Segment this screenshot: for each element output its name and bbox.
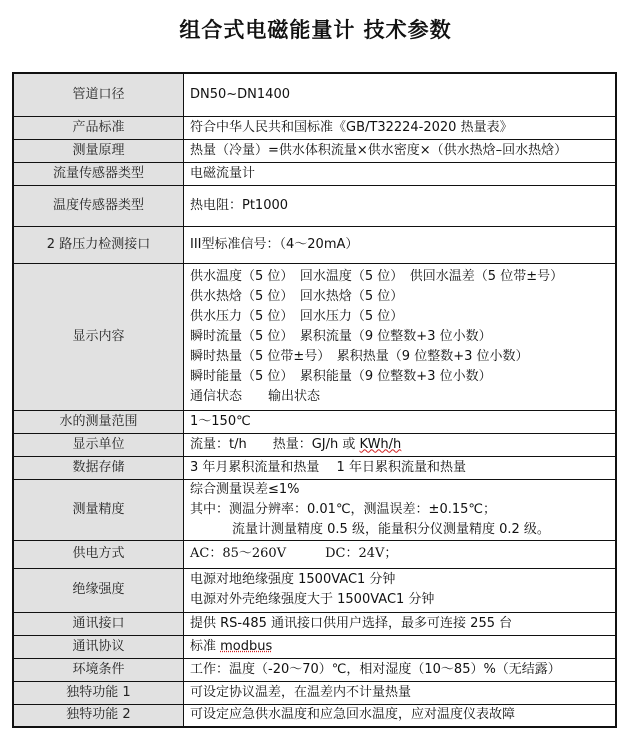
value-line: 流量计测量精度 0.5 级，能量积分仪测量精度 0.2 级。 (232, 521, 550, 537)
table-row (13, 433, 616, 456)
table-row (13, 226, 616, 263)
value-line: 符合中华人民共和国标准《GB/T32224-2020 热量表》 (190, 119, 513, 135)
table-row (13, 116, 616, 139)
table-row (13, 162, 616, 185)
row-label: 管道口径 (13, 73, 184, 116)
row-label: 水的测量范围 (13, 410, 184, 433)
row-label: 产品标准 (13, 116, 184, 139)
row-value (184, 540, 617, 568)
value-line: 供水温度（5 位） 回水温度（5 位） 供回水温差（5 位带±号） (190, 268, 564, 284)
row-label: 环境条件 (13, 658, 184, 681)
table-row (13, 540, 616, 568)
value-line: 通信状态 输出状态 (190, 388, 321, 404)
row-label: 供电方式 (13, 540, 184, 568)
table-row (13, 635, 616, 658)
value-line: 提供 RS-485 通讯接口供用户选择，最多可连接 255 台 (190, 615, 513, 631)
row-value (184, 162, 617, 185)
value-line: 热电阻：Pt1000 (190, 197, 289, 213)
row-label: 测量原理 (13, 139, 184, 162)
page-title: 组合式电磁能量计 技术参数 (179, 17, 452, 42)
row-value (184, 658, 617, 681)
table-row (13, 704, 616, 727)
value-line: 1～150℃ (190, 413, 251, 429)
value-line: 可设定应急供水温度和应急回水温度，应对温度仪表故障 (190, 707, 516, 723)
value-line: 瞬时流量（5 位） 累积流量（9 位整数+3 位小数） (190, 328, 492, 344)
row-value (184, 612, 617, 635)
row-label: 显示单位 (13, 433, 184, 456)
row-value (184, 139, 617, 162)
row-value (184, 226, 617, 263)
table-row (13, 73, 616, 116)
table-row (13, 479, 616, 540)
value-line: 瞬时热量（5 位带±号） 累积热量（9 位整数+3 位小数） (190, 348, 529, 364)
row-value (184, 704, 617, 727)
row-label: 独特功能 2 (13, 704, 184, 727)
value-line: AC：85～260V DC：24V； (190, 546, 398, 561)
row-value (184, 681, 617, 704)
value-line: 3 年月累积流量和热量 1 年日累积流量和热量 (190, 459, 466, 475)
row-value (184, 410, 617, 433)
value-line: 供水热焓（5 位） 回水热焓（5 位） (190, 288, 404, 304)
table-row (13, 185, 616, 226)
value-line: 瞬时能量（5 位） 累积能量（9 位整数+3 位小数） (190, 368, 492, 384)
row-value (184, 479, 617, 540)
value-line: 综合测量误差≤1% (190, 481, 300, 497)
value-line (190, 637, 615, 657)
value-line: DN50~DN1400 (190, 86, 290, 102)
table-row (13, 456, 616, 479)
row-value (184, 433, 617, 456)
row-value (184, 568, 617, 612)
value-line: 电源对外壳绝缘强度大于 1500VAC1 分钟 (190, 592, 435, 607)
table-row (13, 568, 616, 612)
table-row (13, 658, 616, 681)
row-label: 显示内容 (13, 263, 184, 410)
value-line: 工作：温度（-20～70）℃，相对湿度（10～85）%（无结露） (190, 661, 561, 677)
row-value (184, 73, 617, 116)
table-row (13, 612, 616, 635)
value-line: 可设定协议温差，在温差内不计量热量 (190, 684, 412, 700)
row-label: 测量精度 (13, 479, 184, 540)
row-label: 绝缘强度 (13, 568, 184, 612)
table-row (13, 410, 616, 433)
row-label: 通讯接口 (13, 612, 184, 635)
value-line: 供水压力（5 位） 回水压力（5 位） (190, 308, 404, 324)
row-label: 独特功能 1 (13, 681, 184, 704)
table-row (13, 681, 616, 704)
row-label: 通讯协议 (13, 635, 184, 658)
row-label: 流量传感器类型 (13, 162, 184, 185)
table-row (13, 139, 616, 162)
value-line: III型标准信号：（4～20mA） (190, 236, 359, 252)
spellcheck-underlined-text: modbus (220, 638, 273, 654)
value-line: 电源对地绝缘强度 1500VAC1 分钟 (190, 572, 396, 587)
value-line: 电磁流量计 (190, 165, 256, 181)
row-value (184, 263, 617, 410)
spec-table (12, 72, 617, 728)
value-line: 其中：测温分辨率：0.01℃，测温误差：±0.15℃； (190, 501, 496, 517)
row-value (184, 456, 617, 479)
row-label: 2 路压力检测接口 (13, 226, 184, 263)
row-value (184, 116, 617, 139)
table-row (13, 263, 616, 410)
row-label: 数据存储 (13, 456, 184, 479)
spellcheck-underlined-text: KWh/h (359, 436, 402, 452)
value-text: 标准 (190, 638, 221, 654)
row-label: 温度传感器类型 (13, 185, 184, 226)
value-line (190, 435, 615, 455)
value-line: 热量（冷量）=供水体积流量×供水密度×（供水热焓–回水热焓） (190, 142, 568, 158)
row-value (184, 185, 617, 226)
row-value (184, 635, 617, 658)
value-text: 流量：t/h 热量：GJ/h 或 (190, 436, 360, 452)
